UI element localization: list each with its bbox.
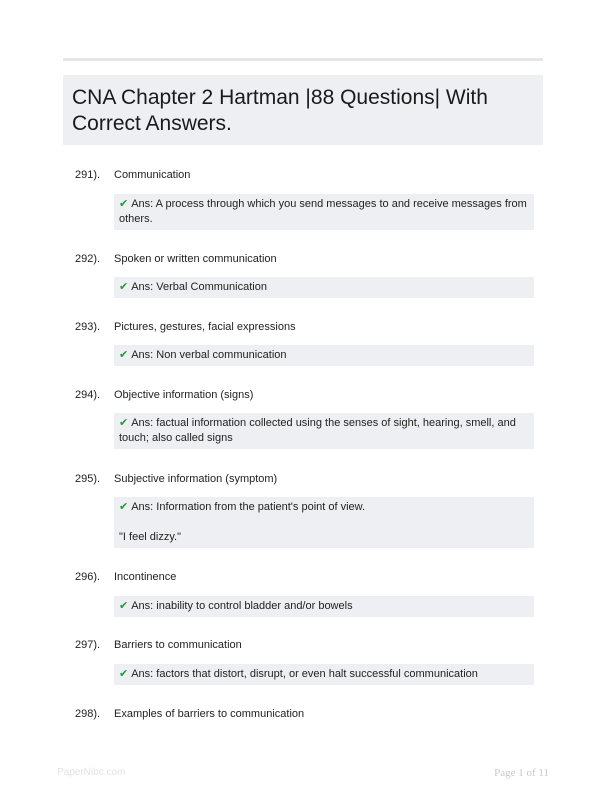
answer-box [114,277,534,298]
question-number: 296). [75,571,101,583]
answer-text: Ans: Verbal Communication [131,281,267,293]
question-number: 293). [75,321,101,333]
title-banner [63,75,543,145]
answer-box [114,497,534,548]
answer-text: Ans: A process through which you send messages to and receive messages from others. [119,198,527,225]
answer-text: Ans: inability to control bladder and/or bowels [131,600,353,612]
answer-text: Ans: Non verbal communication [131,349,287,361]
question-text: Subjective information (symptom) [114,473,278,485]
question-text: Spoken or written communication [114,253,277,265]
checkmark-icon: ✔ [119,281,129,293]
answer-extra-text: "I feel dizzy." [119,531,182,543]
top-divider [63,58,543,61]
question-text: Examples of barriers to communication [114,708,305,720]
document-title: CNA Chapter 2 Hartman |88 Questions| With Correct Answers. [72,86,488,135]
page-indicator: Page 1 of 11 [494,767,549,779]
answer-box [114,596,534,617]
checkmark-icon: ✔ [119,600,129,612]
question-number: 297). [75,639,101,651]
footer-watermark: PaperNibc.com [57,767,126,778]
checkmark-icon: ✔ [119,501,129,513]
question-text: Communication [114,169,191,181]
answer-text: Ans: Information from the patient's point of view. [131,501,366,513]
answer-box [114,664,534,685]
question-number: 291). [75,169,101,181]
question-number: 298). [75,708,101,720]
checkmark-icon: ✔ [119,417,129,429]
checkmark-icon: ✔ [119,198,129,210]
question-text: Incontinence [114,571,177,583]
question-number: 292). [75,253,101,265]
answer-box [114,194,534,230]
checkmark-icon: ✔ [119,668,129,680]
question-number: 295). [75,473,101,485]
question-text: Objective information (signs) [114,389,254,401]
question-text: Pictures, gestures, facial expressions [114,321,296,333]
answer-box [114,413,534,449]
answer-box [114,345,534,366]
answer-text: Ans: factors that distort, disrupt, or even halt successful communication [131,668,478,680]
answer-text: Ans: factual information collected using the senses of sight, hearing, smell, and touch; also called signs [119,417,516,444]
checkmark-icon: ✔ [119,349,129,361]
question-text: Barriers to communication [114,639,242,651]
question-number: 294). [75,389,101,401]
